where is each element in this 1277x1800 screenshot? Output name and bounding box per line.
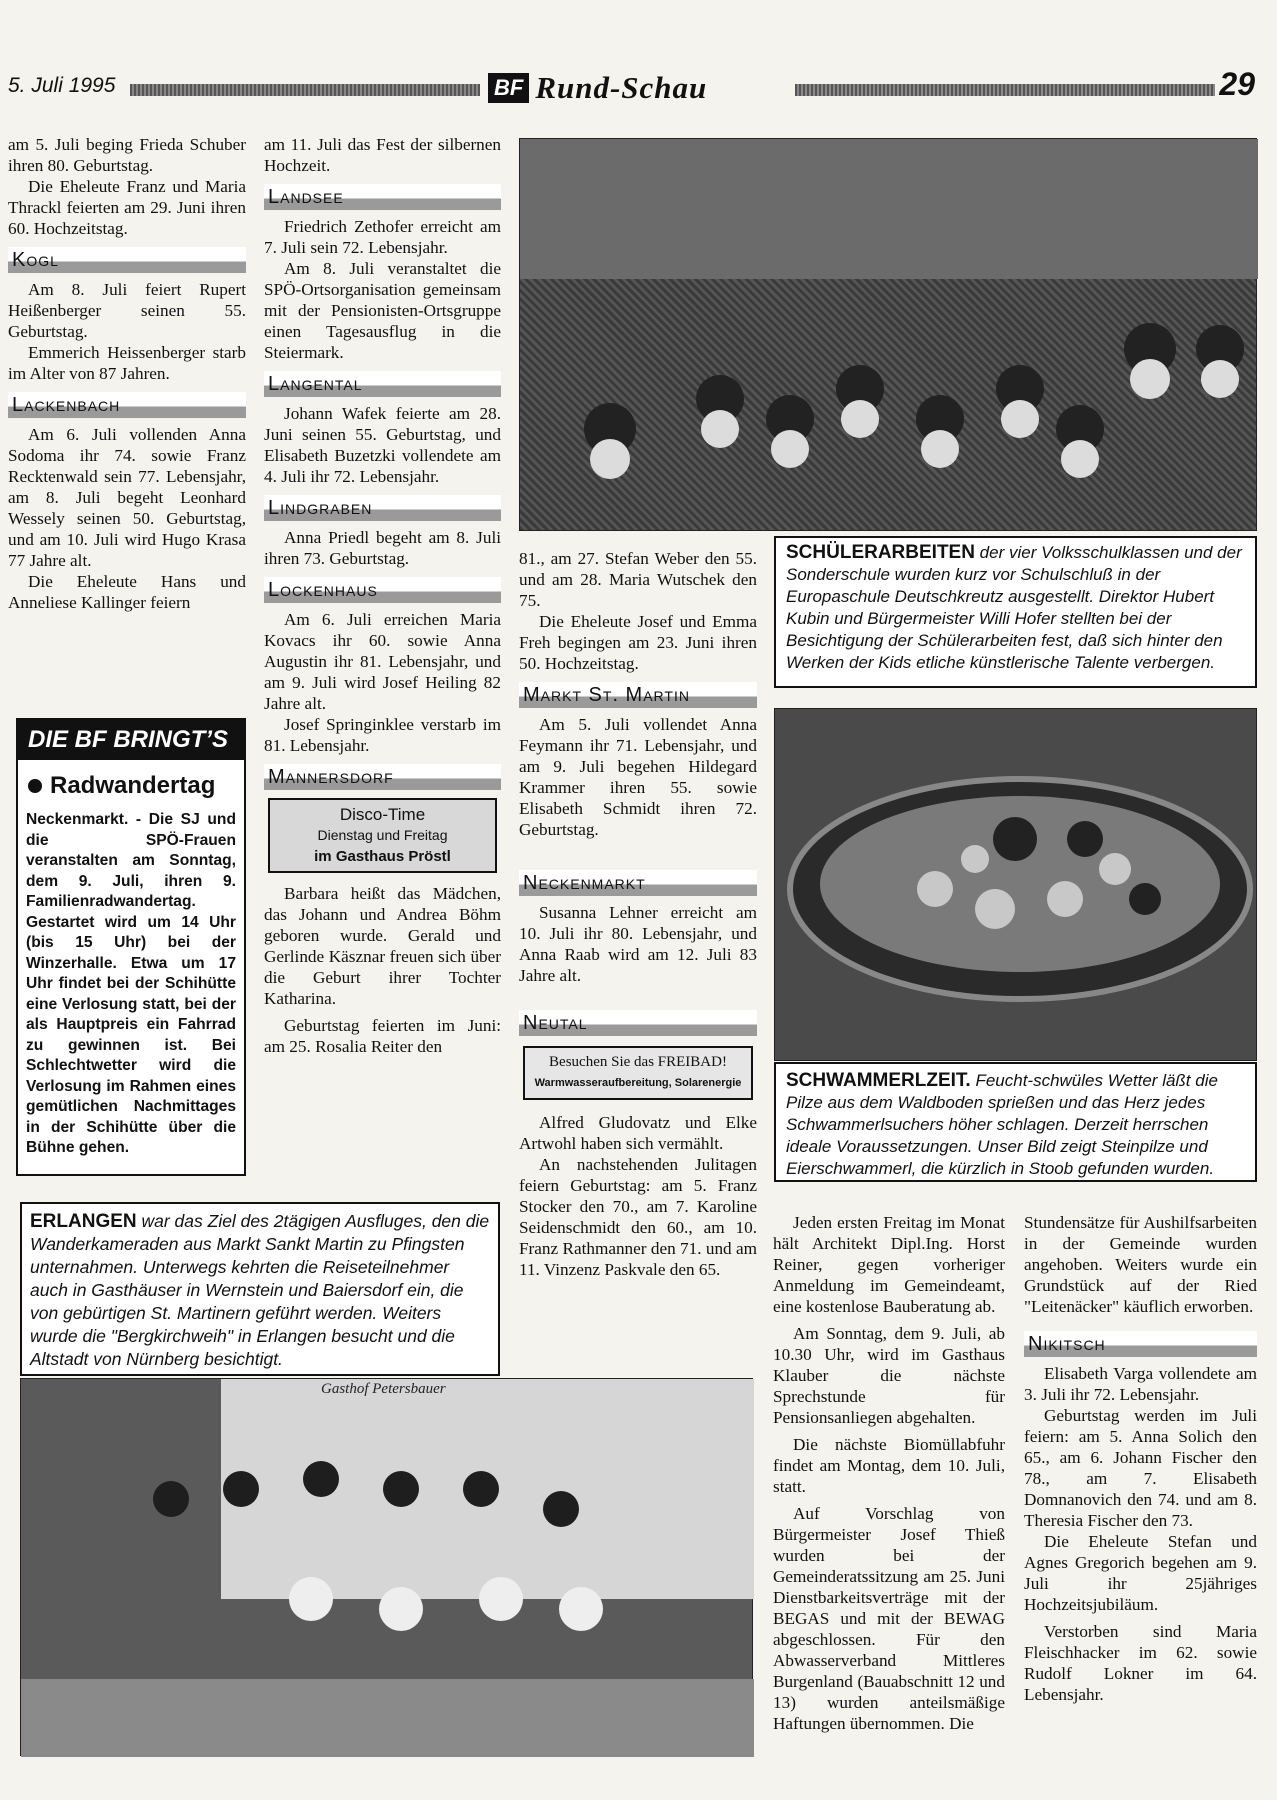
mushroom-basket-icon xyxy=(775,709,1258,1062)
ad-freibad: Besuchen Sie das FREIBAD! Warmwasseraufbereitung, Solarenergie xyxy=(523,1046,753,1100)
article-text: Stundensätze für Aushilfsarbeiten in der Gemeinde wurden angehoben. Weiters wurde ein Grundstück auf der Ried "Leitenäcker" käuflich erworben. xyxy=(1024,1213,1257,1316)
section-head-neckenmarkt: Neckenmarkt xyxy=(519,870,757,896)
column-1 xyxy=(8,134,246,613)
column-3 xyxy=(519,548,757,1280)
logo-bf: BF xyxy=(488,73,529,103)
section-head-mannersdorf: Mannersdorf xyxy=(264,764,501,790)
section-head-lackenbach: Lackenbach xyxy=(8,392,246,418)
article-text: Die Eheleute Josef und Emma Freh begingen am 23. Juni ihren 50. Hochzeitstag. xyxy=(519,612,757,673)
bf-bringts-box xyxy=(16,718,246,1176)
article-text: 81., am 27. Stefan Weber den 55. und am 28. Maria Wutschek den 75. xyxy=(519,549,757,610)
column-2 xyxy=(264,134,501,1057)
box-subtitle: Radwandertag xyxy=(18,760,244,806)
article-text: Die Eheleute Franz und Maria Thrackl feierten am 29. Juni ihren 60. Hochzeitstag. xyxy=(8,177,246,238)
article-text: Am 6. Juli erreichen Maria Kovacs ihr 60. sowie Anna Augustin ihr 81. Lebensjahr, und am 9. Juli wird Josef Heiling 82 Jahre alt. xyxy=(264,610,501,713)
page-number: 29 xyxy=(1219,66,1255,102)
article-text: Auf Vorschlag von Bürgermeister Josef Thieß wurden bei der Gemeinderatssitzung am 25. Juni Dienstbarkeitsverträge mit der BEGAS und mit der BEWAG abgeschlossen. Für den Abwasserverband Mittleres Burgenland (Bauabschnitt 12 und 13) wurden anteilsmäßige Haftungen übernommen. Die xyxy=(773,1504,1005,1733)
article-text: am 5. Juli beging Frieda Schuber ihren 80. Geburtstag. xyxy=(8,135,246,175)
box-title: DIE BF BRINGT’S xyxy=(18,720,244,760)
article-text: Alfred Gludovatz und Elke Artwohl haben sich vermählt. xyxy=(519,1113,757,1153)
gasthof-sign: Gasthof Petersbauer xyxy=(321,1381,446,1397)
article-text: Johann Wafek feierte am 28. Juni seinen 55. Geburtstag, und Elisabeth Buzetzki vollendete am 4. Juli ihr 72. Lebensjahr. xyxy=(264,404,501,486)
section-head-lindgraben: Lindgraben xyxy=(264,495,501,521)
article-text: Emmerich Heissenberger starb im Alter von 87 Jahren. xyxy=(8,343,246,383)
issue-date: 5. Juli 1995 xyxy=(8,74,116,97)
group-photo-icon xyxy=(520,139,1258,532)
section-head-langental: Langental xyxy=(264,371,501,397)
article-text: Die nächste Biomüllabfuhr findet am Montag, dem 10. Juli, statt. xyxy=(773,1435,1005,1496)
header-rule-right xyxy=(795,84,1215,96)
group-photo-icon xyxy=(21,1379,754,1757)
article-text: Anna Priedl begeht am 8. Juli ihren 73. Geburtstag. xyxy=(264,528,501,568)
section-head-kogl: Kogl xyxy=(8,247,246,273)
article-text: Verstorben sind Maria Fleischhacker im 62. sowie Rudolf Lokner im 64. Lebensjahr. xyxy=(1024,1622,1257,1704)
column-5 xyxy=(1024,1212,1257,1705)
article-text: Am 5. Juli vollendet Anna Feymann ihr 71. Lebensjahr, und am 9. Juli begehen Hildegard Krammer ihren 55. sowie Elisabeth Schmidt ihren 72. Geburtstag. xyxy=(519,715,757,839)
article-text: Am 8. Juli feiert Rupert Heißenberger seinen 55. Geburtstag. xyxy=(8,280,246,341)
article-text: Geburtstag feierten im Juni: am 25. Rosalia Reiter den xyxy=(264,1016,501,1056)
article-text: Jeden ersten Freitag im Monat hält Architekt Dipl.Ing. Horst Reiner, gegen vorheriger Anmeldung im Gemeindeamt, eine kostenlose Bauberatung ab. xyxy=(773,1213,1005,1316)
photo-mushrooms xyxy=(774,708,1257,1061)
section-head-landsee: Landsee xyxy=(264,184,501,210)
header-rule-left xyxy=(130,84,480,96)
caption-erlangen: ERLANGEN war das Ziel des 2tägigen Ausfluges, den die Wanderkameraden aus Markt Sankt Martin zu Pfingsten unternahmen. Unterwegs kehrten die Reiseteilnehmer auch in Gasthäuser in Wernstein und Baiersdorf ein, die von gebürtigen St. Martinern geführt werden. Weiters wurde die "Bergkirchweih" in Erlangen besucht und die Altstadt von Nürnberg besichtigt. xyxy=(20,1202,500,1376)
section-head-nikitsch: Nikitsch xyxy=(1024,1331,1257,1357)
article-text: Susanna Lehner erreicht am 10. Juli ihr 80. Lebensjahr, und Anna Raab wird am 12. Juli 83 Jahre alt. xyxy=(519,903,757,985)
article-text: Barbara heißt das Mädchen, das Johann und Andrea Böhm geboren wurde. Gerald und Gerlinde Käsznar freuen sich über die Geburt ihrer Tochter Katharina. xyxy=(264,884,501,1008)
column-4 xyxy=(773,1212,1005,1734)
photo-school-group xyxy=(519,138,1257,531)
logo-title: Rund-Schau xyxy=(535,70,708,105)
article-text: Am Sonntag, dem 9. Juli, ab 10.30 Uhr, wird im Gasthaus Klauber die nächste Sprechstunde für Pensionsanliegen abgehalten. xyxy=(773,1324,1005,1427)
article-text: Die Eheleute Hans und Anneliese Kallinger feiern xyxy=(8,572,246,612)
article-text: am 11. Juli das Fest der silbernen Hochzeit. xyxy=(264,135,501,175)
article-text: Am 6. Juli vollenden Anna Sodoma ihr 74. sowie Franz Recktenwald sein 77. Lebensjahr, am 8. Juli begeht Leonhard Wessely seinen 50. Geburtstag, und am 10. Juli wird Hugo Krasa 77 Jahre alt. xyxy=(8,425,246,570)
article-text: Friedrich Zethofer erreicht am 7. Juli sein 72. Lebensjahr. xyxy=(264,217,501,257)
photo-erlangen-group xyxy=(20,1378,753,1756)
article-text: An nachstehenden Julitagen feiern Geburtstag: am 5. Franz Stocker den 70., am 7. Karoline Seidenschmidt den 60., am 10. Franz Rathmanner den 71. und am 11. Vinzenz Paskvale den 65. xyxy=(519,1155,757,1279)
ad-disco-time: Disco-Time Dienstag und Freitag im Gasthaus Pröstl xyxy=(268,798,497,873)
caption-schuelerarbeiten: SCHÜLERARBEITEN der vier Volksschulklassen und der Sonderschule wurden kurz vor Schulschluß in der Europaschule Deutschkreutz ausgestellt. Direktor Hubert Kubin und Bürgermeister Willi Hofer stellten bei der Besichtigung der Schülerarbeiten fest, daß sich hinter den Werken der Kids etliche künstlerische Talente verbergen. xyxy=(774,536,1257,688)
bullet-icon xyxy=(28,779,42,793)
article-text: Am 8. Juli veranstaltet die SPÖ-Ortsorganisation gemeinsam mit der Pensionisten-Ortsgruppe einen Tagesausflug in die Steiermark. xyxy=(264,259,501,362)
section-head-lockenhaus: Lockenhaus xyxy=(264,577,501,603)
article-text: Josef Springinklee verstarb im 81. Lebensjahr. xyxy=(264,715,501,755)
article-text: Geburtstag werden im Juli feiern: am 5. Anna Solich den 65., am 6. Johann Fischer den 78., am 7. Elisabeth Domnanovich den 74. und am 8. Theresia Fischer den 73. xyxy=(1024,1406,1257,1530)
caption-schwammerlzeit: SCHWAMMERLZEIT. Feucht-schwüles Wetter läßt die Pilze aus dem Waldboden sprießen und das Herz jedes Schwammerlsuchers höher schlagen. Derzeit herrschen ideale Voraussetzungen. Unser Bild zeigt Steinpilze und Eierschwammerl, die kürzlich in Stoob gefunden wurden. xyxy=(774,1062,1257,1182)
article-text: Die Eheleute Stefan und Agnes Gregorich begehen am 9. Juli ihr 25jähriges Hochzeitsjubiläum. xyxy=(1024,1532,1257,1614)
section-head-markt-st-martin: Markt St. Martin xyxy=(519,682,757,708)
box-body: Neckenmarkt. - Die SJ und die SPÖ-Frauen veranstalten am Sonntag, dem 9. Juli, ihren 9. Familienradwandertag. Gestartet wird um 14 Uhr (bis 15 Uhr) bei der Winzerhalle. Etwa um 17 Uhr findet bei der Schihütte eine Verlosung statt, bei der als Hauptpreis ein Fahrrad zu gewinnen ist. Bei Schlechtwetter wird die Verlosung im Rahmen eines gemütlichen Nachmittages in der Schihütte über die Bühne gehen. xyxy=(26,811,236,1156)
section-head-neutal: Neutal xyxy=(519,1010,757,1036)
masthead-logo xyxy=(488,70,707,106)
article-text: Elisabeth Varga vollendete am 3. Juli ihr 72. Lebensjahr. xyxy=(1024,1364,1257,1404)
